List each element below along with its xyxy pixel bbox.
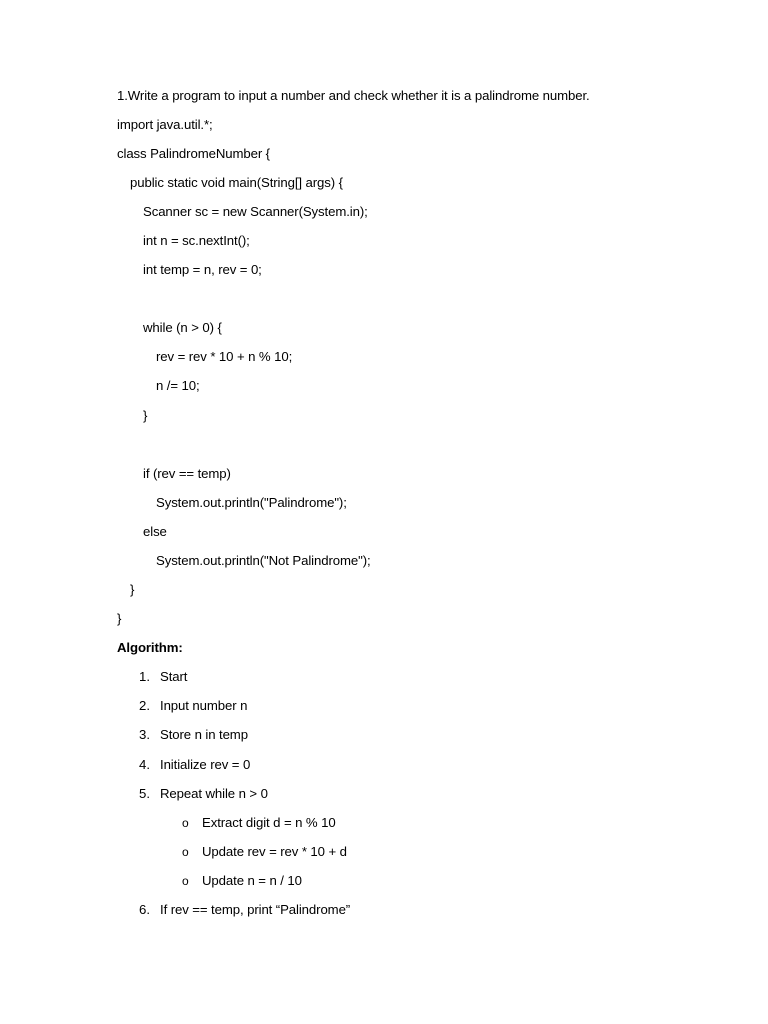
step-text: Input number n: [160, 698, 248, 713]
code-line: else: [143, 524, 167, 539]
hollow-bullet-icon: o: [182, 874, 189, 888]
code-line: while (n > 0) {: [143, 320, 222, 335]
code-line: }: [117, 611, 122, 626]
step-text: Initialize rev = 0: [160, 757, 251, 772]
step-text: Start: [160, 669, 188, 684]
code-line: int temp = n, rev = 0;: [143, 262, 262, 277]
step-number: 2.: [139, 698, 150, 713]
hollow-bullet-icon: o: [182, 845, 189, 859]
code-line: if (rev == temp): [143, 466, 231, 481]
code-line: public static void main(String[] args) {: [130, 175, 343, 190]
step-number: 6.: [139, 902, 150, 917]
sub-step-text: Extract digit d = n % 10: [202, 815, 336, 830]
code-line: System.out.println("Palindrome");: [156, 495, 347, 510]
code-line: int n = sc.nextInt();: [143, 233, 250, 248]
step-number: 5.: [139, 786, 150, 801]
sub-step-text: Update rev = rev * 10 + d: [202, 844, 347, 859]
code-line: Scanner sc = new Scanner(System.in);: [143, 204, 368, 219]
step-text: If rev == temp, print “Palindrome”: [160, 902, 351, 917]
code-line: System.out.println("Not Palindrome");: [156, 553, 371, 568]
step-text: Repeat while n > 0: [160, 786, 268, 801]
question-text: 1.Write a program to input a number and check whether it is a palindrome number.: [117, 88, 590, 103]
step-number: 1.: [139, 669, 150, 684]
sub-step-text: Update n = n / 10: [202, 873, 302, 888]
step-text: Store n in temp: [160, 727, 248, 742]
hollow-bullet-icon: o: [182, 816, 189, 830]
code-line: }: [143, 408, 148, 423]
step-number: 3.: [139, 727, 150, 742]
algorithm-heading: Algorithm:: [117, 640, 183, 655]
code-line: rev = rev * 10 + n % 10;: [156, 349, 293, 364]
code-line: }: [130, 582, 135, 597]
code-line: import java.util.*;: [117, 117, 213, 132]
step-number: 4.: [139, 757, 150, 772]
code-line: n /= 10;: [156, 378, 200, 393]
code-line: class PalindromeNumber {: [117, 146, 270, 161]
